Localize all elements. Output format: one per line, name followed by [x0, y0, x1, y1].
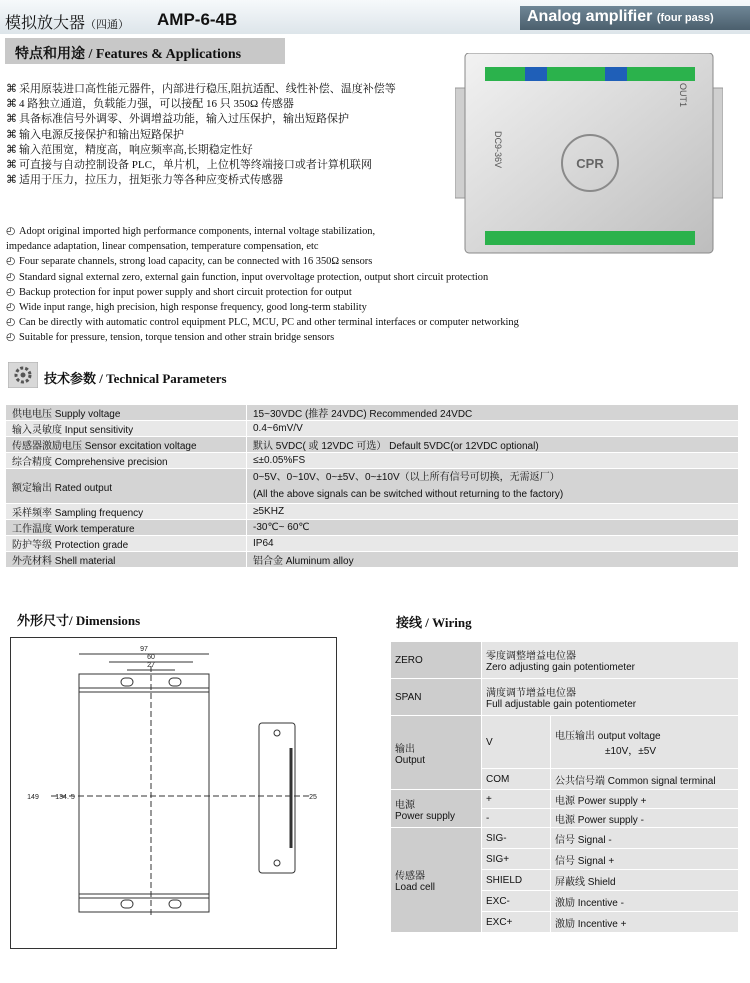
- param-cell: 输入灵敏度 Input sensitivity: [6, 421, 247, 437]
- terminal-strip-bottom: [485, 231, 695, 245]
- terminal-block-blue: [525, 67, 547, 81]
- wiring-desc: 激励 Incentive +: [551, 912, 739, 933]
- table-row: [6, 453, 739, 469]
- value-cell: IP64: [247, 536, 739, 552]
- table-row: [6, 536, 739, 552]
- title-cn: 模拟放大器（四通）: [5, 15, 130, 32]
- wiring-pin: SIG-: [482, 828, 551, 849]
- wiring-desc: 公共信号端 Common signal terminal: [551, 769, 739, 790]
- wiring-pin: COM: [482, 769, 551, 790]
- wiring-title: 接线 / Wiring: [396, 615, 472, 630]
- value-cell: 铝合金 Aluminum alloy: [247, 552, 739, 568]
- product-image: [455, 53, 723, 258]
- wiring-group: 传感器 Load cell: [391, 828, 482, 933]
- dim-label: 60: [147, 654, 155, 661]
- wiring-pin: SHIELD: [482, 870, 551, 891]
- mount-slot: [169, 678, 181, 686]
- list-item: ◴ Adopt original imported high performance components, internal voltage stabilization,: [6, 226, 376, 237]
- list-item: ⌘ 可直接与自动控制设备 PLC，单片机，上位机等终端接口或者计算机联网: [6, 159, 372, 172]
- voltage-label: DC9-36V: [493, 131, 503, 169]
- dim-label: 25: [309, 794, 317, 801]
- mount-slot: [169, 900, 181, 908]
- list-item: ⌘ 适用于压力，拉压力，扭矩张力等各种应变桥式传感器: [6, 174, 283, 187]
- wiring-desc: 零度调整增益电位器 Zero adjusting gain potentiometer: [482, 642, 739, 679]
- features-cn-list: [6, 82, 396, 188]
- title-en: Analog amplifier (four pass): [527, 8, 714, 25]
- terminal-block-blue: [605, 67, 627, 81]
- param-cell: 防护等级 Protection grade: [6, 536, 247, 552]
- list-item: ◴ Standard signal external zero, external gain function, input overvoltage protection, output short circuit protection: [6, 271, 489, 283]
- value-cell: ≤±0.05%FS: [247, 453, 739, 469]
- mount-slot: [121, 900, 133, 908]
- wiring-group: 输出 Output: [391, 716, 482, 790]
- value-cell: 0.4~6mV/V: [247, 421, 739, 437]
- terminal-strip-top: [485, 67, 695, 81]
- list-item: ◴ Can be directly with automatic control equipment PLC, MCU, PC and other terminal interfaces or computer networking: [6, 317, 519, 329]
- wiring-desc: 信号 Signal -: [551, 828, 739, 849]
- wiring-key: ZERO: [391, 642, 482, 679]
- list-item: ◴ Four separate channels, strong load capacity, can be connected with 16 350Ω sensors: [6, 256, 373, 268]
- housing-outline: [79, 688, 209, 898]
- wiring-pin: SIG+: [482, 849, 551, 870]
- wiring-desc: 电源 Power supply +: [551, 790, 739, 809]
- list-item: ⌘ 采用原装进口高性能元器件，内部进行稳压,阻抗适配、线性补偿、温度补偿等: [6, 83, 396, 95]
- dimensions-title: 外形尺寸/ Dimensions: [17, 613, 141, 628]
- param-cell: 供电电压 Supply voltage: [6, 405, 247, 421]
- list-item: ◴ Wide input range, high precision, high response frequency, good long-term stability: [6, 302, 367, 314]
- dim-label: 27: [147, 662, 155, 669]
- wiring-pin: EXC+: [482, 912, 551, 933]
- table-row: [6, 405, 739, 421]
- list-item: ⌘ 4 路独立通道，负载能力强，可以接配 16 只 350Ω 传感器: [6, 98, 294, 111]
- table-row: [6, 552, 739, 568]
- table-row: [391, 790, 739, 809]
- table-row: [6, 437, 739, 453]
- list-item: ◴ Backup protection for input power supply and short circuit protection for output: [6, 286, 352, 298]
- dim-label: 97: [140, 646, 148, 653]
- param-cell: 外壳材料 Shell material: [6, 552, 247, 568]
- param-cell: 额定输出 Rated output: [6, 469, 247, 504]
- param-cell: 传感器激励电压 Sensor excitation voltage: [6, 437, 247, 453]
- gear-icon: [8, 362, 38, 388]
- features-en-list: [6, 224, 519, 346]
- table-row: [6, 504, 739, 520]
- list-item: ⌘ 输入范围宽，精度高，响应频率高,长期稳定性好: [6, 143, 253, 156]
- wiring-desc: 信号 Signal +: [551, 849, 739, 870]
- wiring-pin: -: [482, 809, 551, 828]
- table-row: [391, 642, 739, 679]
- logo-text: CPR: [576, 156, 604, 171]
- table-row: [391, 828, 739, 849]
- table-row: [391, 716, 739, 769]
- features-title: 特点和用途 / Features & Applications: [15, 47, 242, 62]
- table-row: [6, 421, 739, 437]
- spec-table: [5, 404, 739, 568]
- list-item: impedance adaptation, linear compensation, temperature compensation, etc: [6, 241, 319, 253]
- list-item: ◴ Suitable for pressure, tension, torque tension and other strain bridge sensors: [6, 332, 335, 344]
- wiring-group: 电源 Power supply: [391, 790, 482, 828]
- table-row: [6, 469, 739, 504]
- dim-label: 134. 5: [55, 794, 75, 801]
- value-cell: 0~5V、0~10V、0~±5V、0~±10V（以上所有信号可切换，无需返厂） (All the above signals can be switched without returning to the factory): [247, 469, 739, 504]
- table-row: [391, 679, 739, 716]
- bottom-ear: [79, 894, 209, 912]
- wiring-desc: 电压输出 output voltage ±10V，±5V: [551, 716, 739, 769]
- top-ear: [79, 674, 209, 692]
- wiring-desc: 激励 Incentive -: [551, 891, 739, 912]
- side-hole: [274, 730, 280, 736]
- mount-slot: [121, 678, 133, 686]
- wiring-pin: +: [482, 790, 551, 809]
- model-number: AMP-6-4B: [157, 10, 238, 29]
- value-cell: 15~30VDC (推荐 24VDC) Recommended 24VDC: [247, 405, 739, 421]
- wiring-desc: 满度调节增益电位器 Full adjustable gain potentiometer: [482, 679, 739, 716]
- list-item: ⌘ 具备标准信号外调零、外调增益功能，输入过压保护，输出短路保护: [6, 113, 349, 126]
- param-cell: 综合精度 Comprehensive precision: [6, 453, 247, 469]
- value-cell: -30℃~ 60℃: [247, 520, 739, 536]
- tech-title: 技术参数 / Technical Parameters: [44, 371, 227, 386]
- value-cell: ≥5KHZ: [247, 504, 739, 520]
- dimension-drawing: [10, 637, 337, 949]
- value-cell: 默认 5VDC( 或 12VDC 可选） Default 5VDC(or 12VDC optional): [247, 437, 739, 453]
- wiring-desc: 屏蔽线 Shield: [551, 870, 739, 891]
- wiring-desc: 电源 Power supply -: [551, 809, 739, 828]
- wiring-pin: EXC-: [482, 891, 551, 912]
- list-item: ⌘ 输入电源反接保护和输出短路保护: [6, 128, 184, 141]
- param-cell: 采样频率 Sampling frequency: [6, 504, 247, 520]
- dim-label: 149: [27, 794, 39, 801]
- wiring-pin: V: [482, 716, 551, 769]
- output-label: OUT1: [678, 83, 688, 108]
- table-row: [6, 520, 739, 536]
- param-cell: 工作温度 Work temperature: [6, 520, 247, 536]
- wiring-key: SPAN: [391, 679, 482, 716]
- wiring-table: [390, 641, 739, 933]
- side-hole: [274, 860, 280, 866]
